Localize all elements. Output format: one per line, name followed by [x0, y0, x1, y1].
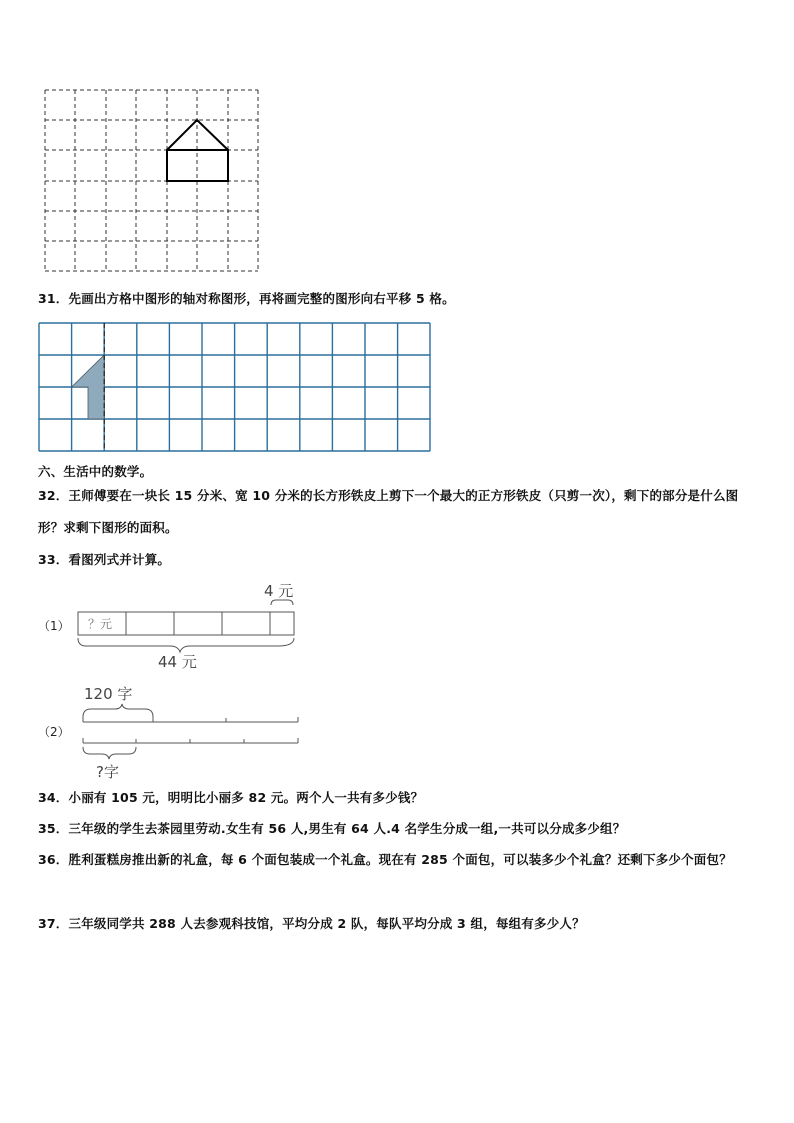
- shaded-figure: [72, 355, 105, 419]
- diagram-1-total: 44 元: [158, 653, 197, 671]
- diagram-2-part-value: 120 字: [84, 685, 133, 703]
- line-diagram-2: [38, 682, 318, 782]
- question-35: 35．三年级的学生去茶园里劳动.女生有 56 人,男生有 64 人.4 名学生分成一组,一共可以分成多少组？: [38, 821, 626, 836]
- bar-diagram-1: [38, 578, 318, 678]
- section-6-heading: 六、生活中的数学。: [38, 464, 153, 479]
- dashed-grid-house: [40, 86, 262, 276]
- question-31: 31．先画出方格中图形的轴对称图形，再将画完整的图形向右平移 5 格。: [38, 291, 455, 306]
- diagram-2-unknown: ?字: [96, 763, 119, 781]
- blue-grid-figure: [37, 321, 433, 454]
- diagram-1-first-box: ？元: [88, 617, 113, 631]
- question-36: 36．胜利蛋糕房推出新的礼盒，每 6 个面包装成一个礼盒。现在有 285 个面包，可以装多少个礼盒？还剩下多少个面包？: [38, 852, 732, 867]
- diagram-1-label: （1）: [38, 619, 70, 633]
- question-32: 32．王师傅要在一块长 15 分米、宽 10 分米的长方形铁皮上剪下一个最大的正方形铁皮（只剪一次），剩下的部分是什么图形？求剩下图形的面积。: [38, 488, 739, 535]
- question-33: 33．看图列式并计算。: [38, 552, 171, 567]
- question-37: 37．三年级同学共 288 人去参观科技馆，平均分成 2 队，每队平均分成 3 组，每组有多少人？: [38, 916, 585, 931]
- diagram-2-label: （2）: [38, 725, 70, 739]
- diagram-1-part-value: 4 元: [264, 582, 294, 600]
- question-34: 34．小丽有 105 元，明明比小丽多 82 元。两个人一共有多少钱？: [38, 790, 424, 805]
- house-shape: [167, 120, 228, 181]
